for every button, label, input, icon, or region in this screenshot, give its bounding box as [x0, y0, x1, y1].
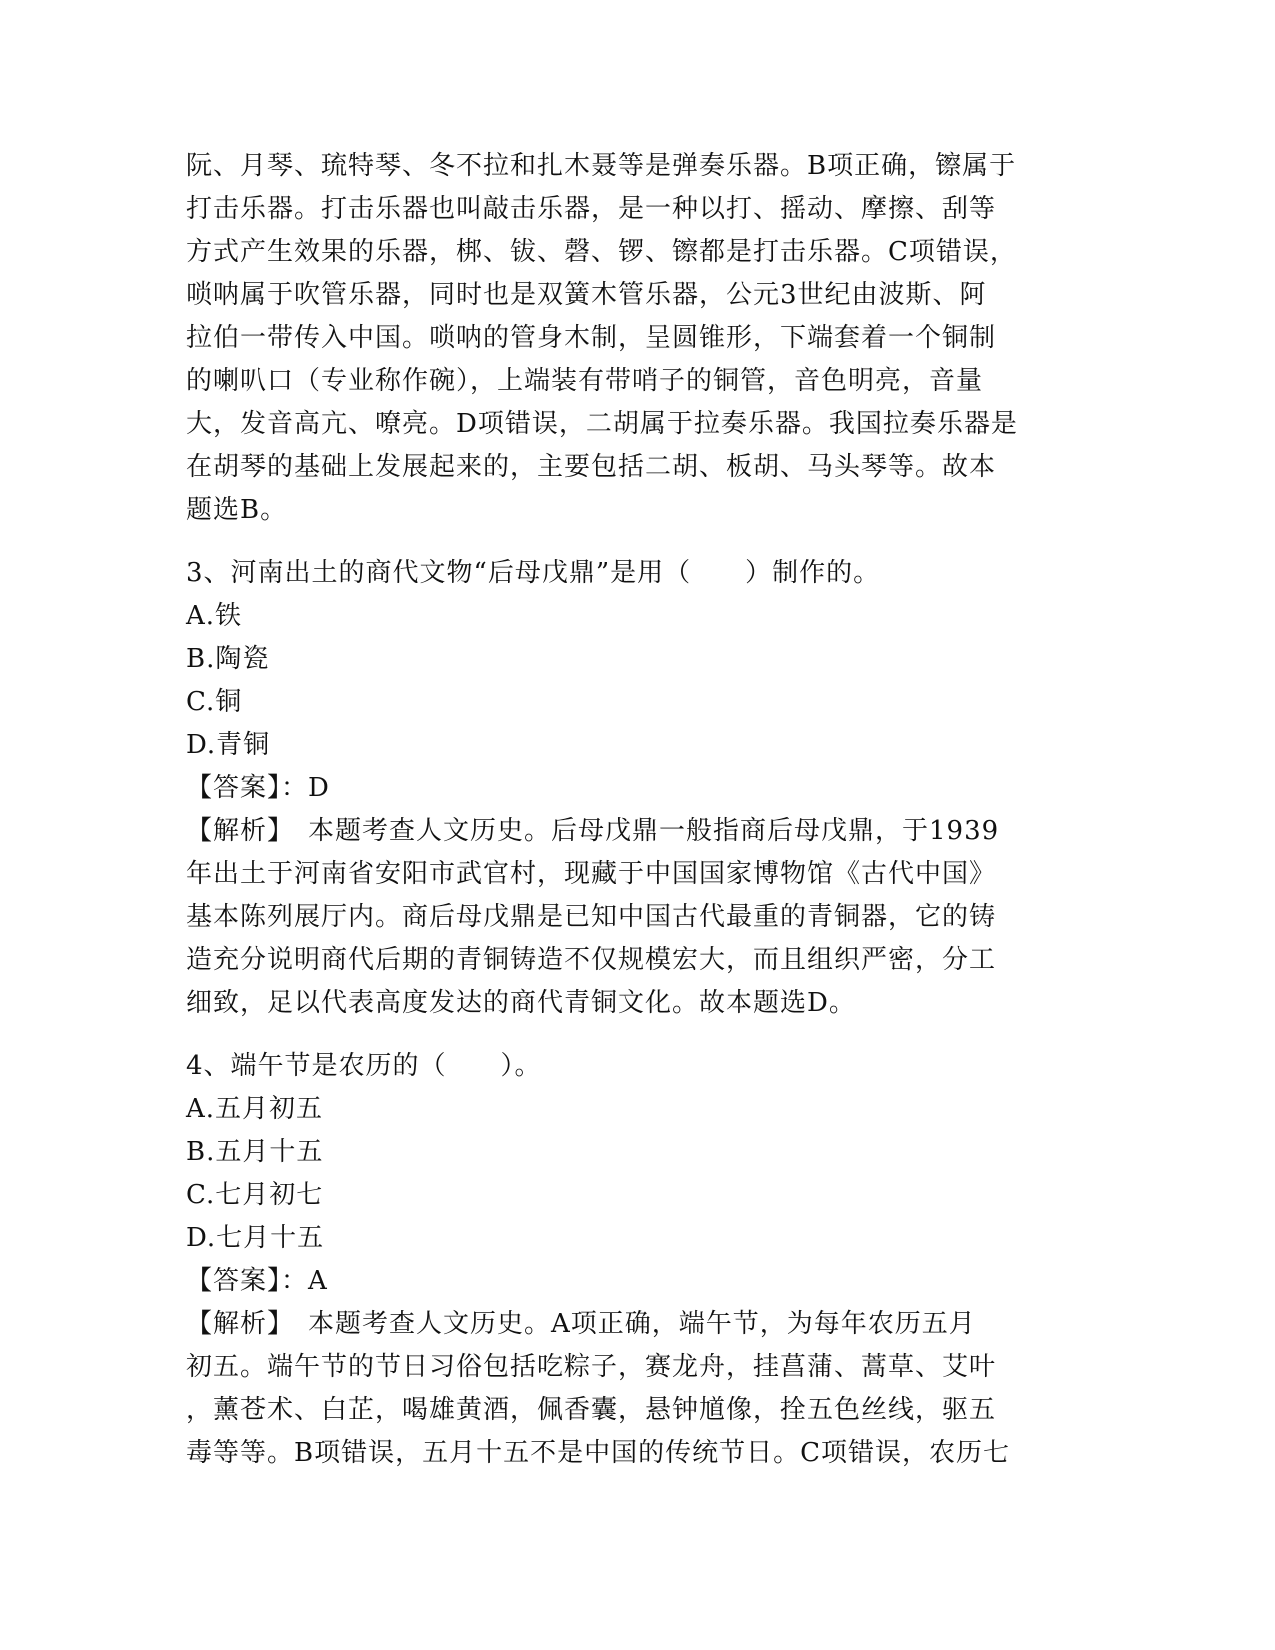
- option-b: B.陶瓷: [186, 644, 270, 674]
- explanation-line: 【解析】 本题考查人文历史。后母戊鼎一般指商后母戊鼎，于1939: [186, 816, 1000, 846]
- question-2-explanation: [186, 145, 1086, 532]
- option-d: D.七月十五: [186, 1223, 325, 1253]
- explanation-line: 大，发音高亢、嘹亮。D项错误，二胡属于拉奏乐器。我国拉奏乐器是: [186, 409, 1018, 439]
- explanation-line: 题选B。: [186, 495, 288, 525]
- explanation-line: 年出土于河南省安阳市武官村，现藏于中国国家博物馆《古代中国》: [186, 859, 997, 889]
- option-c: C.七月初七: [186, 1180, 324, 1210]
- explanation-line: 细致，足以代表高度发达的商代青铜文化。故本题选D。: [186, 988, 856, 1018]
- explanation-line: ，薰苍术、白芷，喝雄黄酒，佩香囊，悬钟馗像，拴五色丝线，驱五: [186, 1395, 997, 1425]
- question-3: [186, 552, 1086, 1025]
- explanation-line: 方式产生效果的乐器，梆、钹、磬、锣、镲都是打击乐器。C项错误，: [186, 237, 1017, 267]
- option-a: A.铁: [186, 601, 243, 631]
- explanation-line: 拉伯一带传入中国。唢呐的管身木制，呈圆锥形，下端套着一个铜制: [186, 323, 997, 353]
- explanation-line: 毒等等。B项错误，五月十五不是中国的传统节日。C项错误，农历七: [186, 1438, 1011, 1468]
- option-c: C.铜: [186, 687, 243, 717]
- spacer: [186, 1025, 1086, 1045]
- document-page: [186, 145, 1086, 1475]
- explanation-line: 在胡琴的基础上发展起来的，主要包括二胡、板胡、马头琴等。故本: [186, 452, 997, 482]
- explanation-line: 基本陈列展厅内。商后母戊鼎是已知中国古代最重的青铜器，它的铸: [186, 902, 997, 932]
- explanation-line: 打击乐器。打击乐器也叫敲击乐器，是一种以打、摇动、摩擦、刮等: [186, 194, 997, 224]
- explanation-line: 初五。端午节的节日习俗包括吃粽子，赛龙舟，挂菖蒲、蒿草、艾叶: [186, 1352, 997, 1382]
- question-stem: 3、河南出土的商代文物“后母戊鼎”是用（ ）制作的。: [186, 558, 881, 588]
- question-stem: 4、端午节是农历的（ ）。: [186, 1051, 542, 1081]
- answer-line: 【答案】：A: [186, 1266, 328, 1296]
- explanation-line: 阮、月琴、琉特琴、冬不拉和扎木聂等是弹奏乐器。B项正确，镲属于: [186, 151, 1017, 181]
- option-b: B.五月十五: [186, 1137, 324, 1167]
- spacer: [186, 532, 1086, 552]
- explanation-line: 唢呐属于吹管乐器，同时也是双簧木管乐器，公元3世纪由波斯、阿: [186, 280, 987, 310]
- question-4: [186, 1045, 1086, 1475]
- answer-line: 【答案】：D: [186, 773, 330, 803]
- option-d: D.青铜: [186, 730, 271, 760]
- explanation-line: 造充分说明商代后期的青铜铸造不仅规模宏大，而且组织严密，分工: [186, 945, 997, 975]
- option-a: A.五月初五: [186, 1094, 324, 1124]
- explanation-line: 的喇叭口（专业称作碗），上端装有带哨子的铜管，音色明亮，音量: [186, 366, 984, 396]
- explanation-line: 【解析】 本题考查人文历史。A项正确，端午节，为每年农历五月: [186, 1309, 976, 1339]
